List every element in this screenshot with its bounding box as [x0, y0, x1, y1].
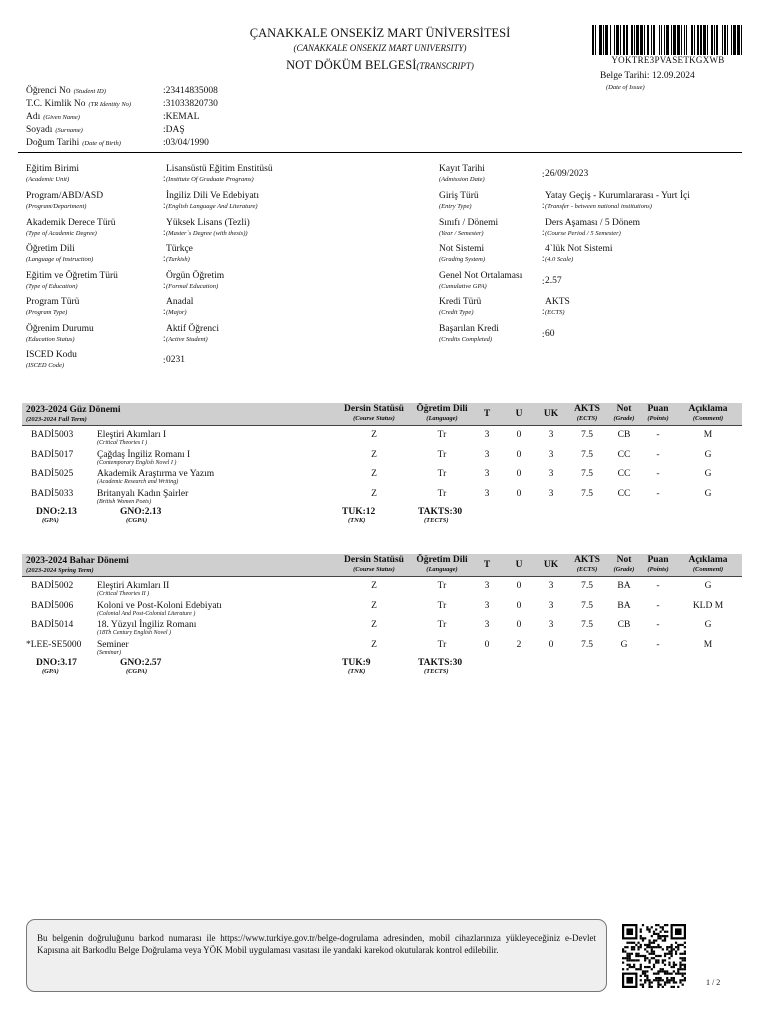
column-header: Puan (Points) [647, 555, 669, 573]
detail-label: Not Sistemi (Grading System) [439, 244, 486, 263]
course-comment: G [704, 450, 712, 460]
course-uk: 3 [548, 450, 554, 460]
student-field-value: :KEMAL [163, 112, 200, 122]
course-comment: M [703, 640, 713, 650]
column-header: U [515, 409, 523, 419]
detail-value: Yüksek Lisans (Tezli) (Master`s Degree (with thesis)) [166, 218, 250, 237]
course-points: - [656, 430, 660, 440]
course-u: 0 [516, 489, 522, 499]
total-tuk: TUK:12 (TNK) [342, 507, 376, 524]
course-grade: CC [617, 450, 631, 460]
course-lang: Tr [437, 620, 447, 630]
course-uk: 3 [548, 430, 554, 440]
student-field-value: :23414835008 [163, 86, 218, 96]
column-header: Not (Grade) [613, 555, 635, 573]
column-header: UK [543, 409, 559, 419]
student-field-label: Öğrenci No (Student ID) [26, 86, 106, 96]
student-field-label: Doğum Tarihi (Date of Birth) [26, 138, 121, 148]
course-grade: CC [617, 489, 631, 499]
document-title-en: (TRANSCRIPT) [416, 61, 474, 71]
course-t: 3 [484, 469, 490, 479]
detail-value: 60 [545, 329, 555, 339]
detail-label: Giriş Türü (Entry Type) [439, 191, 479, 210]
course-name: Britanyalı Kadın Şairler (British Women Poets) [97, 489, 189, 505]
column-header: Not (Grade) [613, 404, 635, 422]
student-field [26, 112, 199, 125]
detail-value: Yatay Geçiş - Kurumlararası - Yurt İçi (Transfer - between national institutions) [545, 191, 690, 210]
course-code: BADİ5025 [31, 469, 74, 479]
course-u: 0 [516, 581, 522, 591]
detail-label: Program Türü (Program Type) [26, 297, 80, 316]
student-field [26, 86, 218, 99]
course-code: BADİ5014 [31, 620, 74, 630]
course-u: 0 [516, 430, 522, 440]
course-points: - [656, 640, 660, 650]
detail-label: Sınıfı / Dönemi (Year / Semester) [439, 218, 499, 237]
course-akts: 7.5 [581, 450, 593, 460]
course-comment: G [704, 581, 712, 591]
course-grade: CC [617, 469, 631, 479]
course-akts: 7.5 [581, 469, 593, 479]
column-header: Puan (Points) [647, 404, 669, 422]
university-name-en: (CANAKKALE ONSEKIZ MART UNIVERSITY) [293, 43, 467, 53]
detail-label: Kayıt Tarihi (Admission Date) [439, 164, 485, 183]
detail-value: 0231 [166, 355, 185, 365]
course-status: Z [371, 640, 377, 650]
course-points: - [656, 581, 660, 591]
course-akts: 7.5 [581, 581, 593, 591]
course-t: 3 [484, 581, 490, 591]
detail-value: AKTS (ECTS) [545, 297, 570, 316]
student-field-value: :03/04/1990 [163, 138, 209, 148]
student-field-value: :31033820730 [163, 99, 218, 109]
detail-label: Eğitim Birimi (Academic Unit) [26, 164, 80, 183]
course-points: - [656, 450, 660, 460]
student-field-label: Soyadı (Surname) [26, 125, 83, 135]
course-uk: 3 [548, 489, 554, 499]
course-points: - [656, 620, 660, 630]
student-field-value: :DAŞ [163, 125, 185, 135]
course-name: 18. Yüzyıl İngiliz Romanı (18Th Century English Novel ) [97, 620, 197, 636]
column-header: AKTS (ECTS) [574, 555, 600, 573]
course-uk: 3 [548, 581, 554, 591]
course-code: BADİ5006 [31, 601, 74, 611]
course-code: *LEE-SE5000 [26, 640, 82, 650]
detail-label: Başarılan Kredi (Credits Completed) [439, 324, 499, 343]
detail-label: Akademik Derece Türü (Type of Academic Degree) [26, 218, 116, 237]
course-u: 2 [516, 640, 522, 650]
term-title: 2023-2024 Bahar Dönemi (2023-2024 Spring Term) [26, 556, 129, 574]
column-header: T [483, 560, 491, 570]
course-name: Koloni ve Post-Koloni Edebiyatı (Colonial And Post-Colonial Literature ) [97, 601, 222, 617]
course-akts: 7.5 [581, 601, 593, 611]
detail-value: 2.57 [545, 276, 562, 286]
course-comment: G [704, 620, 712, 630]
course-t: 3 [484, 489, 490, 499]
course-status: Z [371, 469, 377, 479]
course-code: BADİ5033 [31, 489, 74, 499]
student-field-label: T.C. Kimlik No (TR Identity No) [26, 99, 132, 109]
page-number: 1 / 2 [706, 978, 721, 987]
detail-value: 26/09/2023 [545, 169, 589, 179]
course-akts: 7.5 [581, 620, 593, 630]
detail-label: Kredi Türü (Credit Type) [439, 297, 482, 316]
course-status: Z [371, 620, 377, 630]
total-gno: GNO:2.57 (CGPA) [120, 658, 162, 675]
course-lang: Tr [437, 489, 447, 499]
total-takts: TAKTS:30 (TECTS) [418, 658, 463, 675]
course-status: Z [371, 601, 377, 611]
course-points: - [656, 469, 660, 479]
total-dno: DNO:2.13 (GPA) [36, 507, 77, 524]
course-u: 0 [516, 469, 522, 479]
course-code: BADİ5017 [31, 450, 74, 460]
student-field-label: Adı (Given Name) [26, 112, 80, 122]
course-uk: 3 [548, 469, 554, 479]
course-u: 0 [516, 620, 522, 630]
course-akts: 7.5 [581, 430, 593, 440]
column-header: Öğretim Dili (Language) [416, 555, 468, 573]
course-comment: G [704, 469, 712, 479]
course-name: Eleştiri Akımları II (Critical Theories II ) [97, 581, 170, 597]
column-header: T [483, 409, 491, 419]
divider [18, 152, 742, 153]
barcode-image [592, 25, 744, 55]
course-grade: CB [617, 620, 631, 630]
document-title-tr: NOT DÖKÜM BELGESİ [286, 58, 417, 72]
detail-value: Anadal (Major) [166, 297, 194, 316]
course-code: BADİ5003 [31, 430, 74, 440]
column-header: U [515, 560, 523, 570]
issue-date: Belge Tarihi: 12.09.2024 [600, 71, 695, 81]
student-field [26, 125, 185, 138]
document-title [180, 58, 580, 73]
detail-value: İngiliz Dili Ve Edebiyatı (English Language And Literature) [166, 191, 259, 210]
course-points: - [656, 489, 660, 499]
course-u: 0 [516, 450, 522, 460]
course-status: Z [371, 430, 377, 440]
course-lang: Tr [437, 601, 447, 611]
course-t: 3 [484, 620, 490, 630]
course-lang: Tr [437, 450, 447, 460]
column-header: Öğretim Dili (Language) [416, 404, 468, 422]
course-lang: Tr [437, 469, 447, 479]
course-name: Eleştiri Akımları I (Critical Theories I ) [97, 430, 167, 446]
detail-label: Program/ABD/ASD (Program/Department) [26, 191, 104, 210]
total-gno: GNO:2.13 (CGPA) [120, 507, 162, 524]
course-t: 0 [484, 640, 490, 650]
detail-label: Öğrenim Durumu (Education Status) [26, 324, 94, 343]
course-t: 3 [484, 450, 490, 460]
course-comment: M [703, 430, 713, 440]
term-title: 2023-2024 Güz Dönemi (2023-2024 Fall Term) [26, 405, 121, 423]
course-lang: Tr [437, 640, 447, 650]
course-uk: 0 [548, 640, 554, 650]
student-field [26, 138, 209, 151]
detail-label: Genel Not Ortalaması (Cumulative GPA) [439, 271, 523, 290]
detail-label: Eğitim ve Öğretim Türü (Type of Education) [26, 271, 118, 290]
issue-date-sub: (Date of Issue) [606, 84, 645, 91]
detail-value: 4`lük Not Sistemi (4.0 Scale) [545, 244, 613, 263]
detail-label: Öğretim Dili (Language of Instruction) [26, 244, 94, 263]
column-header: UK [543, 560, 559, 570]
course-grade: BA [617, 581, 631, 591]
course-lang: Tr [437, 581, 447, 591]
detail-value: Ders Aşaması / 5 Dönem (Course Period / 5 Semester) [545, 218, 640, 237]
student-field [26, 99, 218, 112]
total-tuk: TUK:9 (TNK) [342, 658, 371, 675]
course-name: Akademik Araştırma ve Yazım (Academic Research and Writing) [97, 469, 215, 485]
course-grade: G [620, 640, 628, 650]
total-takts: TAKTS:30 (TECTS) [418, 507, 463, 524]
course-akts: 7.5 [581, 640, 593, 650]
detail-value: Örgün Öğretim (Formal Education) [166, 271, 225, 290]
verification-notice: Bu belgenin doğruluğunu barkod numarası ile https://www.turkiye.gov.tr/belge-dogrulama adresinden, mobil cihazlarınıza yükleyeceğiniz e-Devlet Kapısına ait Barkodlu Belge Doğrulama veya YÖK Mobil uygulaması vasıtası ile yandaki karekod okutularak kontrol edilebilir. [26, 919, 607, 992]
detail-value: Türkçe (Turkish) [166, 244, 193, 263]
issue-date-value: 12.09.2024 [651, 71, 695, 81]
course-t: 3 [484, 601, 490, 611]
university-name: ÇANAKKALE ONSEKİZ MART ÜNİVERSİTESİ [249, 26, 511, 40]
course-lang: Tr [437, 430, 447, 440]
course-status: Z [371, 489, 377, 499]
course-status: Z [371, 581, 377, 591]
total-dno: DNO:3.17 (GPA) [36, 658, 77, 675]
course-points: - [656, 601, 660, 611]
detail-value: Aktif Öğrenci (Active Student) [166, 324, 220, 343]
column-header: Dersin Statüsü (Course Status) [344, 404, 404, 422]
column-header: AKTS (ECTS) [574, 404, 600, 422]
course-grade: BA [617, 601, 631, 611]
course-akts: 7.5 [581, 489, 593, 499]
course-uk: 3 [548, 601, 554, 611]
course-code: BADİ5002 [31, 581, 74, 591]
column-header: Dersin Statüsü (Course Status) [344, 555, 404, 573]
column-header: Açıklama (Comment) [688, 555, 728, 573]
course-comment: KLD M [692, 601, 724, 611]
course-name: Çağdaş İngiliz Romanı I (Contemporary English Novel I ) [97, 450, 191, 466]
course-grade: CB [617, 430, 631, 440]
course-status: Z [371, 450, 377, 460]
course-name: Seminer (Seminar) [97, 640, 129, 656]
qr-code-image [620, 924, 688, 988]
course-comment: G [704, 489, 712, 499]
course-uk: 3 [548, 620, 554, 630]
course-u: 0 [516, 601, 522, 611]
column-header: Açıklama (Comment) [688, 404, 728, 422]
detail-value: Lisansüstü Eğitim Enstitüsü (Institute Of Graduate Programs) [166, 164, 273, 183]
issue-date-label: Belge Tarihi [600, 71, 647, 81]
detail-label: ISCED Kodu (ISCED Code) [26, 350, 77, 369]
course-t: 3 [484, 430, 490, 440]
barcode-number: YOKTRE3PVASETKGXWB [611, 55, 725, 65]
